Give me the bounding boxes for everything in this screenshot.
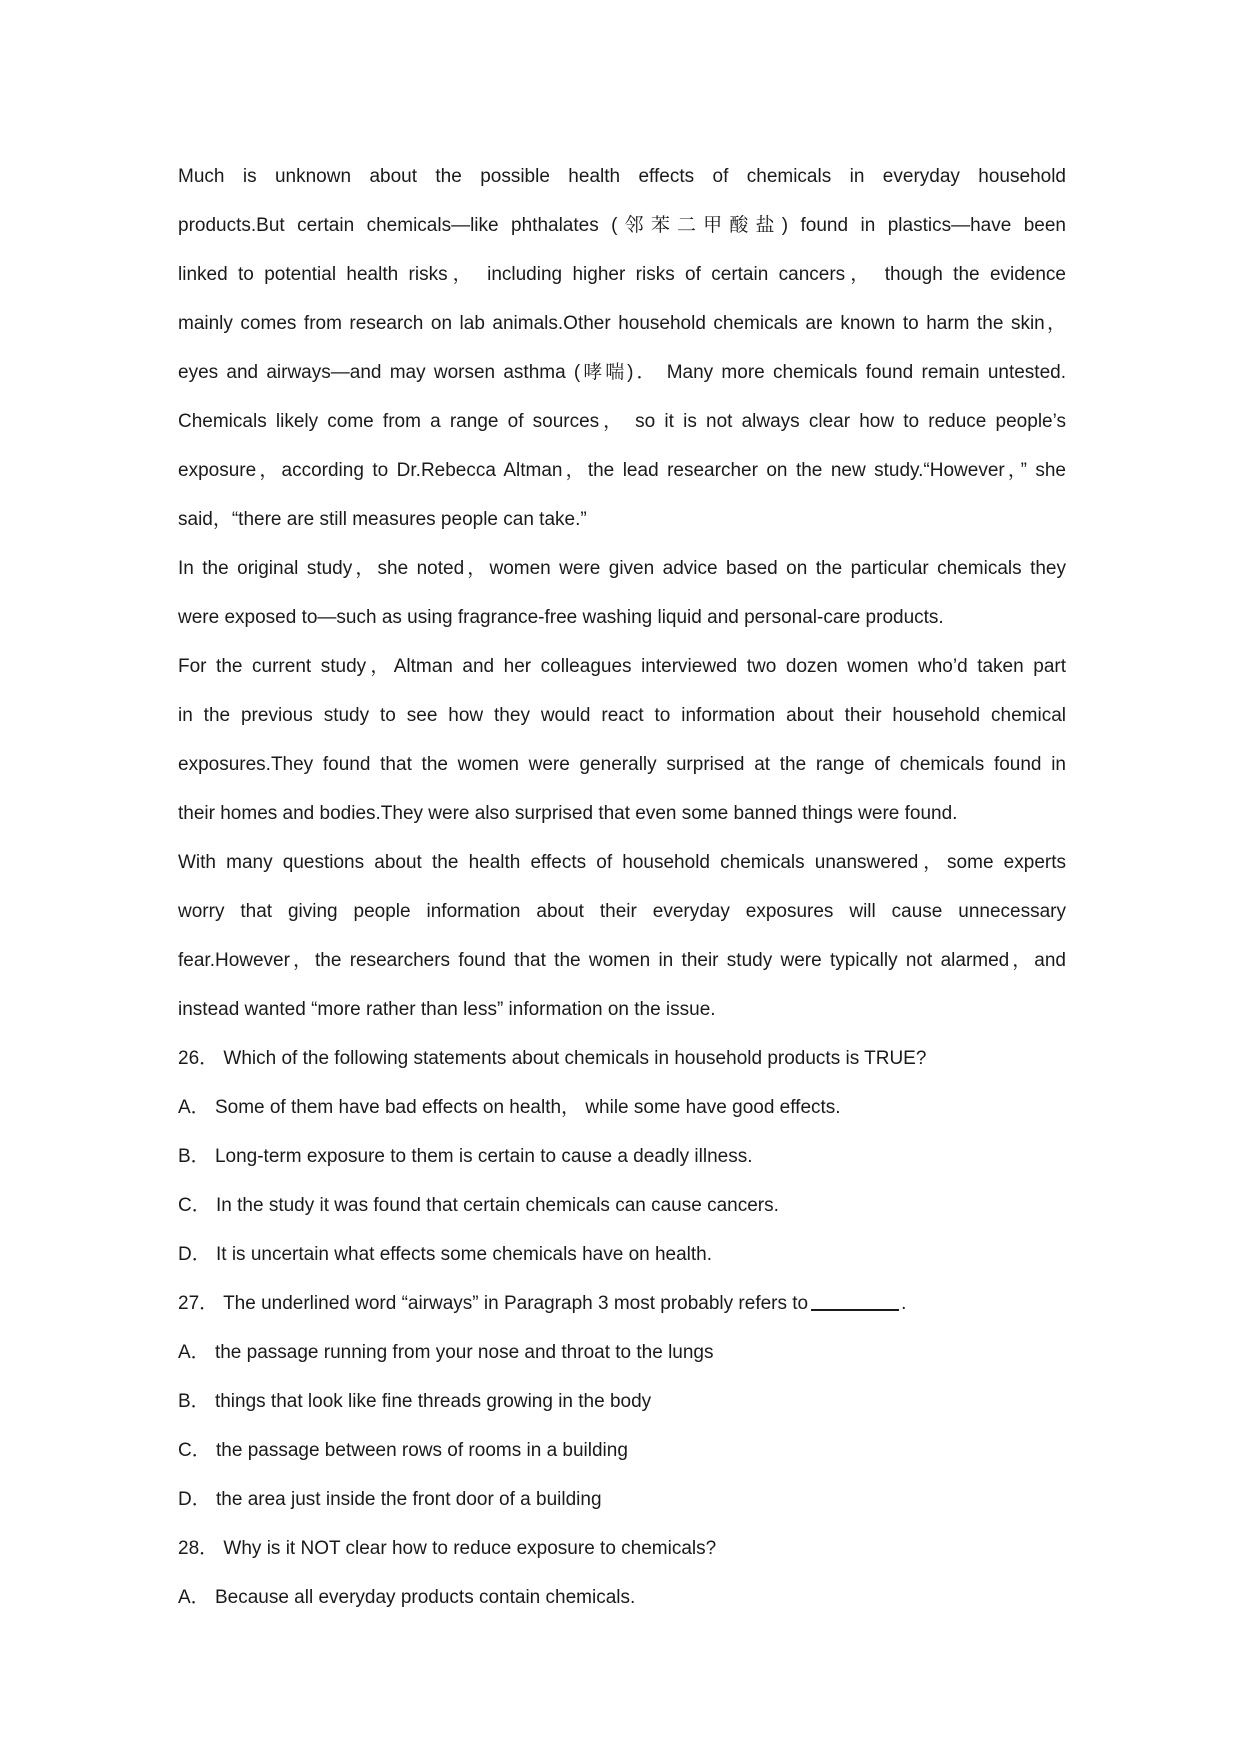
passage-line: their homes and bodies.They were also surprised that even some banned things were found.: [178, 803, 958, 824]
passage-line: With many questions about the health effects of household chemicals unanswered，some experts: [178, 852, 1066, 873]
passage-line: products.But certain chemicals—like phthalates (邻苯二甲酸盐) found in plastics—have been: [178, 215, 1066, 236]
passage-line: fear.However，the researchers found that the women in their study were typically not alarmed，and: [178, 950, 1066, 971]
passage-line: said，“there are still measures people can take.”: [178, 509, 587, 530]
question-28: [178, 1524, 1066, 1622]
answer-blank: [811, 1291, 899, 1311]
passage-line: Chemicals likely come from a range of sources， so it is not always clear how to reduce people’s: [178, 411, 1066, 432]
passage-line: eyes and airways—and may worsen asthma (哮喘)． Many more chemicals found remain untested.: [178, 362, 1066, 383]
answer-option-b: B． things that look like fine threads growing in the body: [178, 1391, 652, 1412]
answer-option-a: A． Some of them have bad effects on health， while some have good effects.: [178, 1097, 841, 1118]
passage-line: instead wanted “more rather than less” information on the issue.: [178, 999, 716, 1020]
answer-option-a: A． Because all everyday products contain chemicals.: [178, 1587, 636, 1608]
reading-passage: [178, 152, 1066, 1034]
question-26: [178, 1034, 1066, 1279]
question-stem-row: [178, 1279, 1066, 1328]
passage-line: For the current study，Altman and her colleagues interviewed two dozen women who’d taken part: [178, 656, 1066, 677]
question-stem: 28． Why is it NOT clear how to reduce exposure to chemicals?: [178, 1538, 717, 1559]
passage-line: mainly comes from research on lab animals.Other household chemicals are known to harm the skin，: [178, 313, 1066, 334]
passage-line: In the original study，she noted，women were given advice based on the particular chemicals they: [178, 558, 1066, 579]
passage-line: exposures.They found that the women were generally surprised at the range of chemicals found in: [178, 754, 1066, 775]
answer-option-d: D． It is uncertain what effects some chemicals have on health.: [178, 1244, 713, 1265]
answer-option-c: C． the passage between rows of rooms in a building: [178, 1440, 628, 1461]
passage-line: were exposed to—such as using fragrance-free washing liquid and personal-care products.: [178, 607, 944, 628]
passage-line: worry that giving people information about their everyday exposures will cause unnecessary: [178, 901, 1066, 922]
exam-page: [178, 152, 1066, 1622]
answer-option-d: D． the area just inside the front door of a building: [178, 1489, 602, 1510]
question-27: [178, 1279, 1066, 1524]
stem-end-punctuation: .: [901, 1293, 907, 1314]
passage-line: linked to potential health risks， including higher risks of certain cancers， though the evidence: [178, 264, 1066, 285]
question-stem: 26． Which of the following statements about chemicals in household products is TRUE?: [178, 1048, 927, 1069]
question-stem: 27． The underlined word “airways” in Paragraph 3 most probably refers to: [178, 1293, 809, 1314]
passage-line: in the previous study to see how they would react to information about their household chemical: [178, 705, 1066, 726]
passage-line: Much is unknown about the possible health effects of chemicals in everyday household: [178, 166, 1066, 187]
answer-option-b: B． Long-term exposure to them is certain to cause a deadly illness.: [178, 1146, 753, 1167]
answer-option-a: A． the passage running from your nose and throat to the lungs: [178, 1342, 714, 1363]
answer-option-c: C． In the study it was found that certain chemicals can cause cancers.: [178, 1195, 779, 1216]
passage-line: exposure，according to Dr.Rebecca Altman，the lead researcher on the new study.“However，” she: [178, 460, 1066, 481]
